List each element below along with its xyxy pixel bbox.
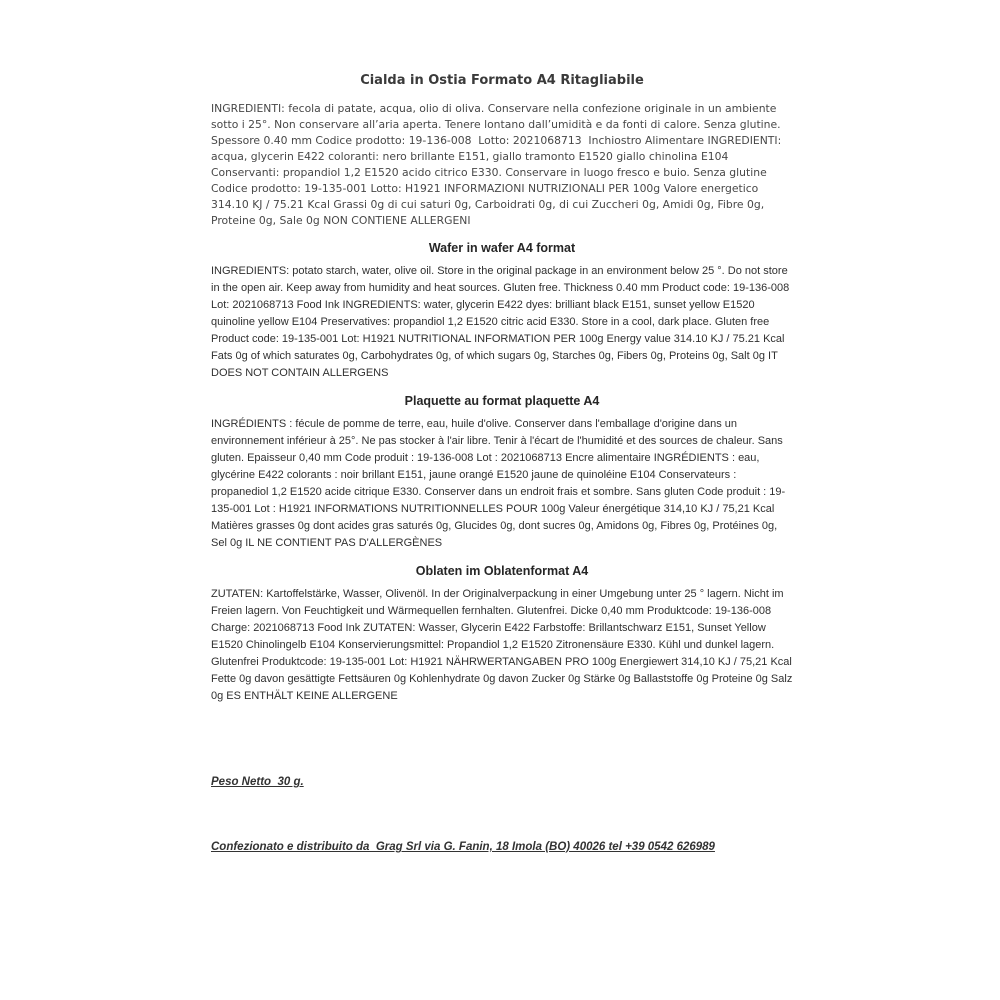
distributor-line: Confezionato e distribuito da Grag Srl via G. Fanin, 18 Imola (BO) 40026 tel +39 0542 626989 (211, 841, 715, 853)
net-weight-label: Peso Netto 30 g. (211, 776, 304, 788)
section-heading-french: Plaquette au format plaquette A4 (404, 394, 600, 408)
section-heading-german: Oblaten im Oblatenformat A4 (415, 564, 589, 578)
section-heading-english: Wafer in wafer A4 format (428, 241, 576, 255)
section-body-english: INGREDIENTS: potato starch, water, olive oil. Store in the original package in an environment below 25 °. Do not store in the open air. Keep away from humidity and heat sources. Gluten free. Thickness 0.40 mm Product code: 19-136-008 Lot: 2021068713 Food Ink INGREDIENTS: water, glycerin E422 dyes: brilliant black E151, sunset yellow E1520 quinoline yellow E104 Preservatives: propandiol 1,2 E1520 citric acid E330. Store in a cool, dark place. Gluten free Product code: 19-135-001 Lot: H1921 NUTRITIONAL INFORMATION PER 100g Energy value 314.10 KJ / 75.21 Kcal Fats 0g of which saturates 0g, Carbohydrates 0g, of which sugars 0g, Starches 0g, Fibers 0g, Proteins 0g, Salt 0g IT DOES NOT CONTAIN ALLERGENS (211, 265, 793, 379)
section-body-italian: INGREDIENTI: fecola di patate, acqua, olio di oliva. Conservare nella confezione originale in un ambiente sotto i 25°. Non conservare all’aria aperta. Tenere lontano dall’umidità e da fonti di calore. Senza glutine. Spessore 0.40 mm Codice prodotto: 19-136-008 Lotto: 2021068713 Inchiostro Alimentare INGREDIENTI: acqua, glycerin E422 coloranti: nero brillante E151, giallo tramonto E1520 giallo chinolina E104 Conservanti: propandiol 1,2 E1520 acido citrico E330. Conservare in luogo fresco e buio. Senza glutine Codice prodotto: 19-135-001 Lotto: H1921 INFORMAZIONI NUTRIZIONALI PER 100g Valore energetico 314.10 KJ / 75.21 Kcal Grassi 0g di cui saturi 0g, Carboidrati 0g, di cui Zuccheri 0g, Amidi 0g, Fibre 0g, Proteine 0g, Sale 0g NON CONTIENE ALLERGENI (211, 102, 785, 227)
section-body-german: ZUTATEN: Kartoffelstärke, Wasser, Olivenöl. In der Originalverpackung in einer Umgebung unter 25 ° lagern. Nicht im Freien lagern. Von Feuchtigkeit und Wärmequellen fernhalten. Glutenfrei. Dicke 0,40 mm Produktcode: 19-136-008 Charge: 2021068713 Food Ink ZUTATEN: Wasser, Glycerin E422 Farbstoffe: Brillantschwarz E151, Sunset Yellow E1520 Chinolingelb E104 Konservierungsmittel: Propandiol 1,2 E1520 Zitronensäure E330. Kühl und dunkel lagern. Glutenfrei Produktcode: 19-135-001 Lot: H1921 NÄHRWERTANGABEN PRO 100g Energiewert 314,10 KJ / 75,21 Kcal Fette 0g davon gesättigte Fettsäuren 0g Kohlenhydrate 0g davon Zucker 0g Stärke 0g Ballaststoffe 0g Proteine 0g Salz 0g ES ENTHÄLT KEINE ALLERGENE (211, 588, 796, 702)
document-page (211, 73, 796, 705)
page-title: Cialda in Ostia Formato A4 Ritagliabile (360, 73, 644, 88)
section-body-french: INGRÉDIENTS : fécule de pomme de terre, eau, huile d'olive. Conserver dans l'emballage d'origine dans un environnement inférieur à 25°. Ne pas stocker à l'air libre. Tenir à l'écart de l'humidité et des sources de chaleur. Sans gluten. Epaisseur 0,40 mm Code produit : 19-136-008 Lot : 2021068713 Encre alimentaire INGRÉDIENTS : eau, glycérine E422 colorants : noir brillant E151, jaune orangé E1520 jaune de quinoléine E104 Conservateurs : propanediol 1,2 E1520 acide citrique E330. Conserver dans un endroit frais et sombre. Sans gluten Code produit : 19-135-001 Lot : H1921 INFORMATIONS NUTRITIONNELLES POUR 100g Valeur énergétique 314,10 KJ / 75,21 Kcal Matières grasses 0g dont acides gras saturés 0g, Glucides 0g, dont sucres 0g, Amidons 0g, Fibres 0g, Protéines 0g, Sel 0g IL NE CONTIENT PAS D'ALLERGÈNES (211, 418, 786, 549)
